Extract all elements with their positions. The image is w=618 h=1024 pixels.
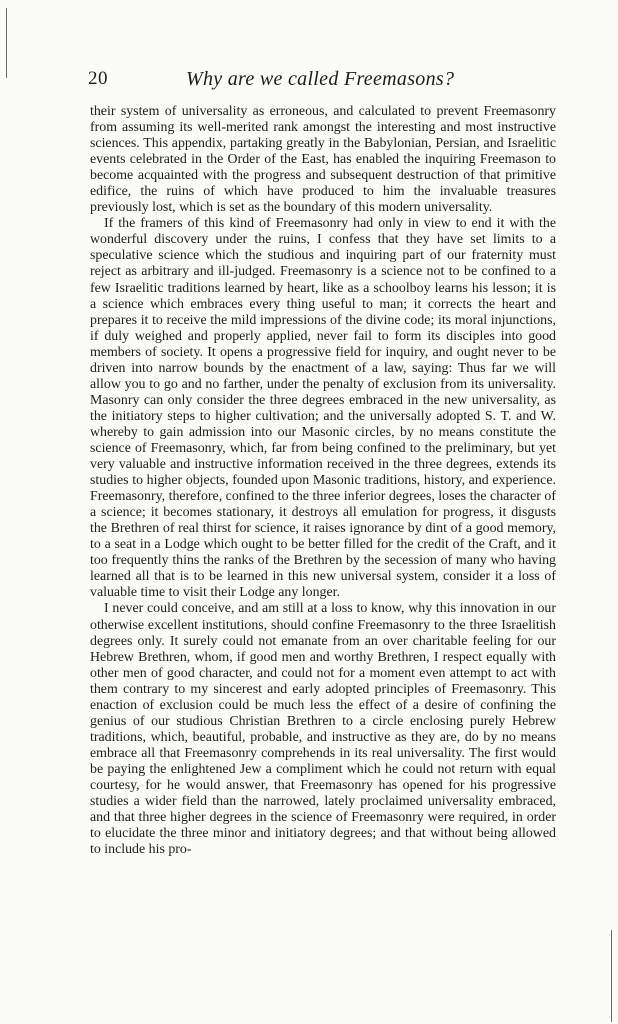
paragraph-framers: If the framers of this kind of Freemasonry had only in view to end it with the wonderful discovery under the ruins, I confess that they have set limits to a speculative science which the studious and inquiring part of our fraternity must reject as arbitrary and ill-judged. Freemasonry is a science not to be confined to a few Israelitic traditions learned by heart, like as a schoolboy learns his lesson; it is a science which embraces every thing useful to man; it corrects the heart and prepares it to receive the mild impressions of the divine code; its moral injunctions, if duly weighed and properly applied, never fail to form its disciples into good members of society. It opens a progressive field for inquiry, and ought never to be driven into narrow bounds by the enactment of a law, saying: Thus far we will allow you to go and no farther, under the penalty of exclusion from its universality. Masonry can only consider the three degrees embraced in the new universality, as the initiatory steps to higher cultivation; and the universally adopted S. T. and W. whereby to gain admission into our Masonic circles, by no means constitute the science of Freemasonry, which, far from being confined to the preliminary, but yet very valuable and instructive information received in the three degrees, extends its studies to higher objects, founded upon Masonic traditions, history, and experience. Freemasonry, therefore, confined to the three inferior degrees, loses the character of a science; it becomes stationary, it destroys all emulation for progress, it disgusts the Brethren of real thirst for science, it raises ignorance by dint of a good memory, to a seat in a Lodge which ought to be better filled for the credit of the Craft, and it too frequently thins the ranks of the Brethren by the secession of many who having learned all that is to be learned in this new universal system, consider it a loss of valuable time to visit their Lodge any longer. [90,216,556,601]
page-header [88,68,558,92]
right-margin-rule [611,930,612,1022]
paragraph-innovation: I never could conceive, and am still at a loss to know, why this innovation in our otherwise excellent institutions, should confine Freemasonry to the three Israelitish degrees only. It surely could not emanate from an over charitable feeling for our Hebrew Brethren, whom, if good men and worthy Brethren, I respect equally with other men of good character, and could not for a moment even attempt to act with them contrary to my sincerest and early adopted principles of Freemasonry. This enaction of exclusion could be much less the effect of a desire of confining the genius of our studious Christian Brethren to a circle enclosing purely Hebrew traditions, which, beautiful, probable, and instructive as they are, do by no means embrace all that Freemasonry comprehends in its real universality. The first would be paying the enlightened Jew a compliment which he could not return with equal courtesy, for he would answer, that Freemasonry has opened for his progressive studies a wider field than the narrowed, lately proclaimed universality embraced, and that three higher degrees in the science of Freemasonry were required, in order to elucidate the three minor and initiatory degrees; and that without being allowed to include his pro- [90,601,556,858]
body-text [90,104,556,858]
page-number: 20 [88,68,108,89]
paragraph-continuation: their system of universality as erroneous, and calculated to prevent Freemasonry from assuming its well-merited rank amongst the interesting and most instructive sciences. This appendix, partaking greatly in the Babylonian, Persian, and Israelitic events celebrated in the Order of the East, has enabled the inquiring Freemason to become acquainted with the progress and subsequent destruction of that primitive edifice, the ruins of which have produced to him the invaluable treasures previously lost, which is set as the boundary of this modern universality. [90,104,556,216]
left-margin-rule [6,8,7,78]
running-title: Why are we called Freemasons? [186,68,455,90]
